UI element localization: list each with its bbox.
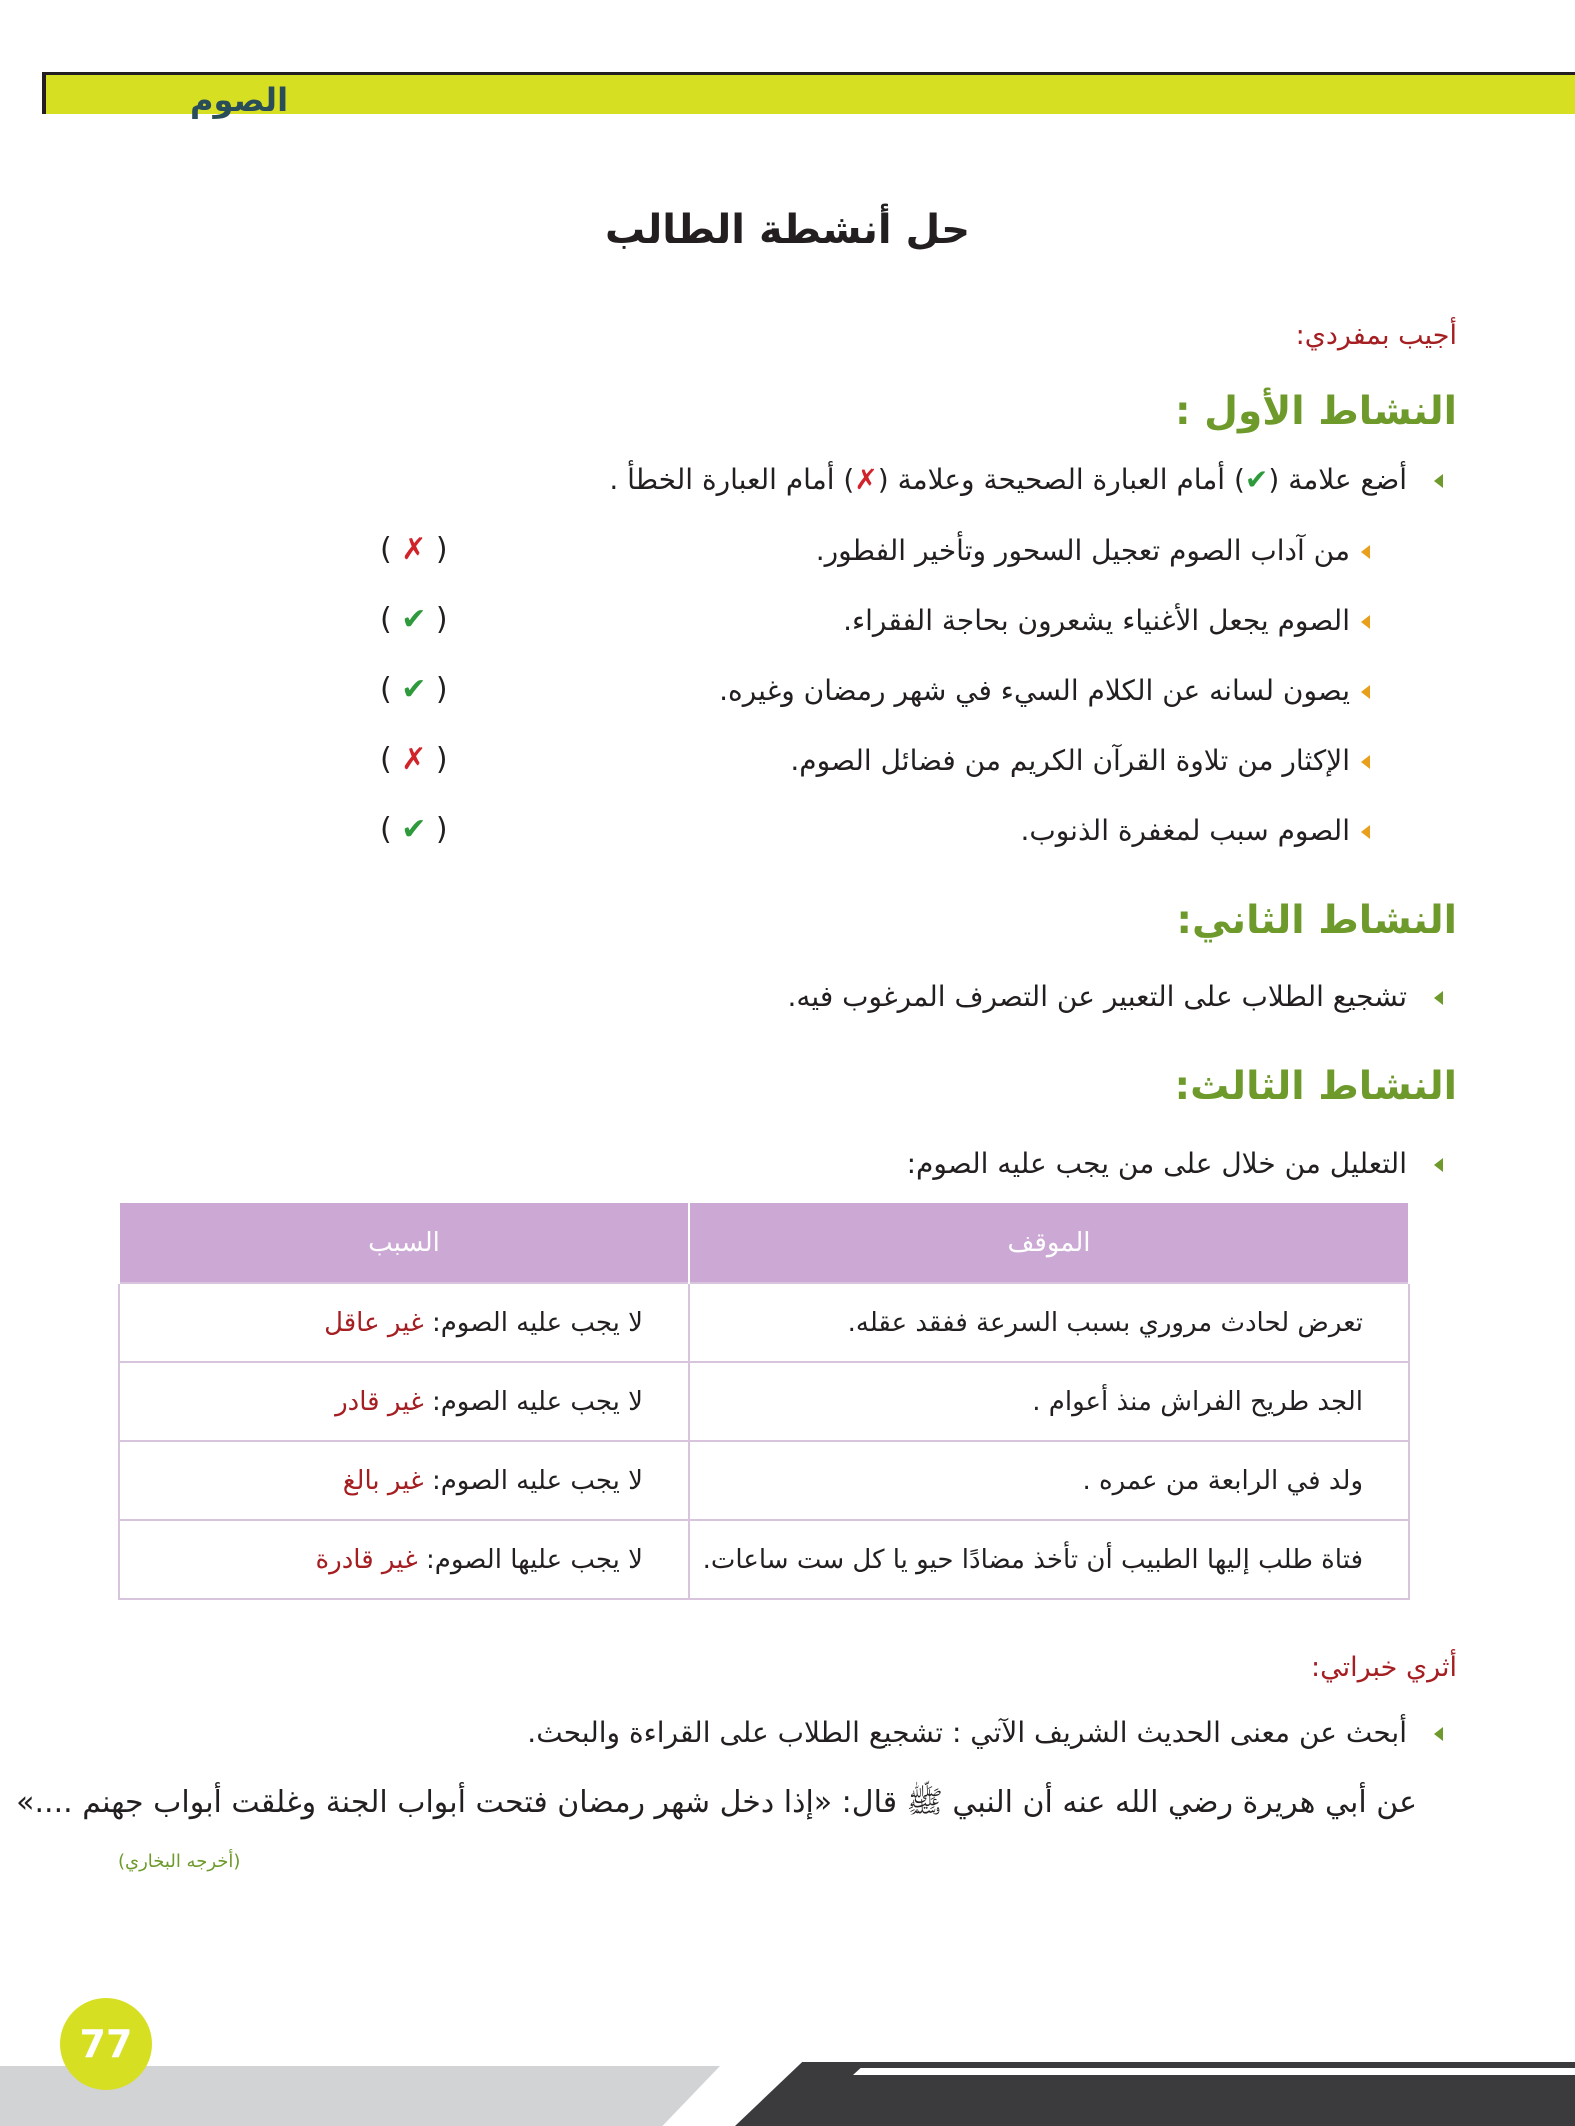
- activity1-item: الإكثار من تلاوة القرآن الكريم من فضائل الصوم.: [790, 744, 1350, 777]
- enrich-text: أبحث عن معنى الحديث الشريف الآتي : تشجيع الطلاب على القراءة والبحث.: [527, 1716, 1407, 1749]
- activity1-instruction: أضع علامة (✔) أمام العبارة الصحيحة وعلامة (✗) أمام العبارة الخطأ .: [609, 463, 1407, 496]
- bullet-icon: [1434, 991, 1443, 1005]
- hadith-text: عن أبي هريرة رضي الله عنه أن النبي ﷺ قال: «إذا دخل شهر رمضان فتحت أبواب الجنة وغلقت أبواب جهنم ....»: [16, 1785, 1417, 1820]
- activity1-answer: ( ✔ ): [380, 602, 448, 637]
- bullet-icon: [1361, 825, 1370, 839]
- bullet-icon: [1434, 1727, 1443, 1741]
- reason-cell: لا يجب عليه الصوم: غير قادر: [119, 1362, 689, 1441]
- reason-cell: لا يجب عليها الصوم: غير قادرة: [119, 1520, 689, 1599]
- bullet-icon: [1361, 545, 1370, 559]
- enrich-label: أثري خبراتي:: [1311, 1652, 1457, 1683]
- activity1-answer: ( ✔ ): [380, 812, 448, 847]
- table-row: [119, 1520, 1409, 1599]
- activity1-item: من آداب الصوم تعجيل السحور وتأخير الفطور.: [815, 534, 1350, 567]
- bullet-icon: [1434, 474, 1443, 488]
- bullet-icon: [1361, 615, 1370, 629]
- activity2-title: النشاط الثاني:: [1176, 898, 1457, 943]
- activity1-item: الصوم سبب لمغفرة الذنوب.: [1020, 814, 1350, 847]
- activity1-item: الصوم يجعل الأغنياء يشعرون بحاجة الفقراء.: [843, 604, 1350, 637]
- header-situation: الموقف: [689, 1203, 1409, 1283]
- activity1-title: النشاط الأول :: [1174, 389, 1457, 434]
- situation-cell: الجد طريح الفراش منذ أعوام .: [689, 1362, 1409, 1441]
- situation-cell: تعرض لحادث مروري بسبب السرعة ففقد عقله.: [689, 1283, 1409, 1362]
- table-row: [119, 1362, 1409, 1441]
- activity2-text: تشجيع الطلاب على التعبير عن التصرف المرغوب فيه.: [787, 980, 1407, 1013]
- reasons-table: [118, 1203, 1410, 1600]
- situation-cell: ولد في الرابعة من عمره .: [689, 1441, 1409, 1520]
- page-number: 77: [60, 1998, 152, 2090]
- situation-cell: فتاة طلب إليها الطبيب أن تأخذ مضادًا حيو يا كل ست ساعات.: [689, 1520, 1409, 1599]
- activity1-answer: ( ✗ ): [380, 742, 448, 777]
- reason-cell: لا يجب عليه الصوم: غير بالغ: [119, 1441, 689, 1520]
- cross-mark-icon: ✗: [854, 463, 878, 496]
- activity3-title: النشاط الثالث:: [1174, 1064, 1457, 1109]
- activity3-text: التعليل من خلال على من يجب عليه الصوم:: [906, 1147, 1407, 1180]
- check-mark-icon: ✔: [1244, 463, 1269, 496]
- table-row: [119, 1441, 1409, 1520]
- table-row: [119, 1283, 1409, 1362]
- activity1-answer: ( ✗ ): [380, 532, 448, 567]
- bullet-icon: [1361, 755, 1370, 769]
- page-title: حل أنشطة الطالب: [604, 207, 971, 253]
- activity1-answer: ( ✔ ): [380, 672, 448, 707]
- bullet-icon: [1361, 685, 1370, 699]
- individual-label: أجيب بمفردي:: [1295, 320, 1457, 351]
- activity1-item: يصون لسانه عن الكلام السيء في شهر رمضان وغيره.: [719, 674, 1350, 707]
- hadith-source: (أخرجه البخاري): [118, 1851, 241, 1872]
- table-header-row: [119, 1203, 1409, 1283]
- chapter-title: الصوم: [190, 81, 289, 119]
- header-reason: السبب: [119, 1203, 689, 1283]
- bullet-icon: [1434, 1158, 1443, 1172]
- reason-cell: لا يجب عليه الصوم: غير عاقل: [119, 1283, 689, 1362]
